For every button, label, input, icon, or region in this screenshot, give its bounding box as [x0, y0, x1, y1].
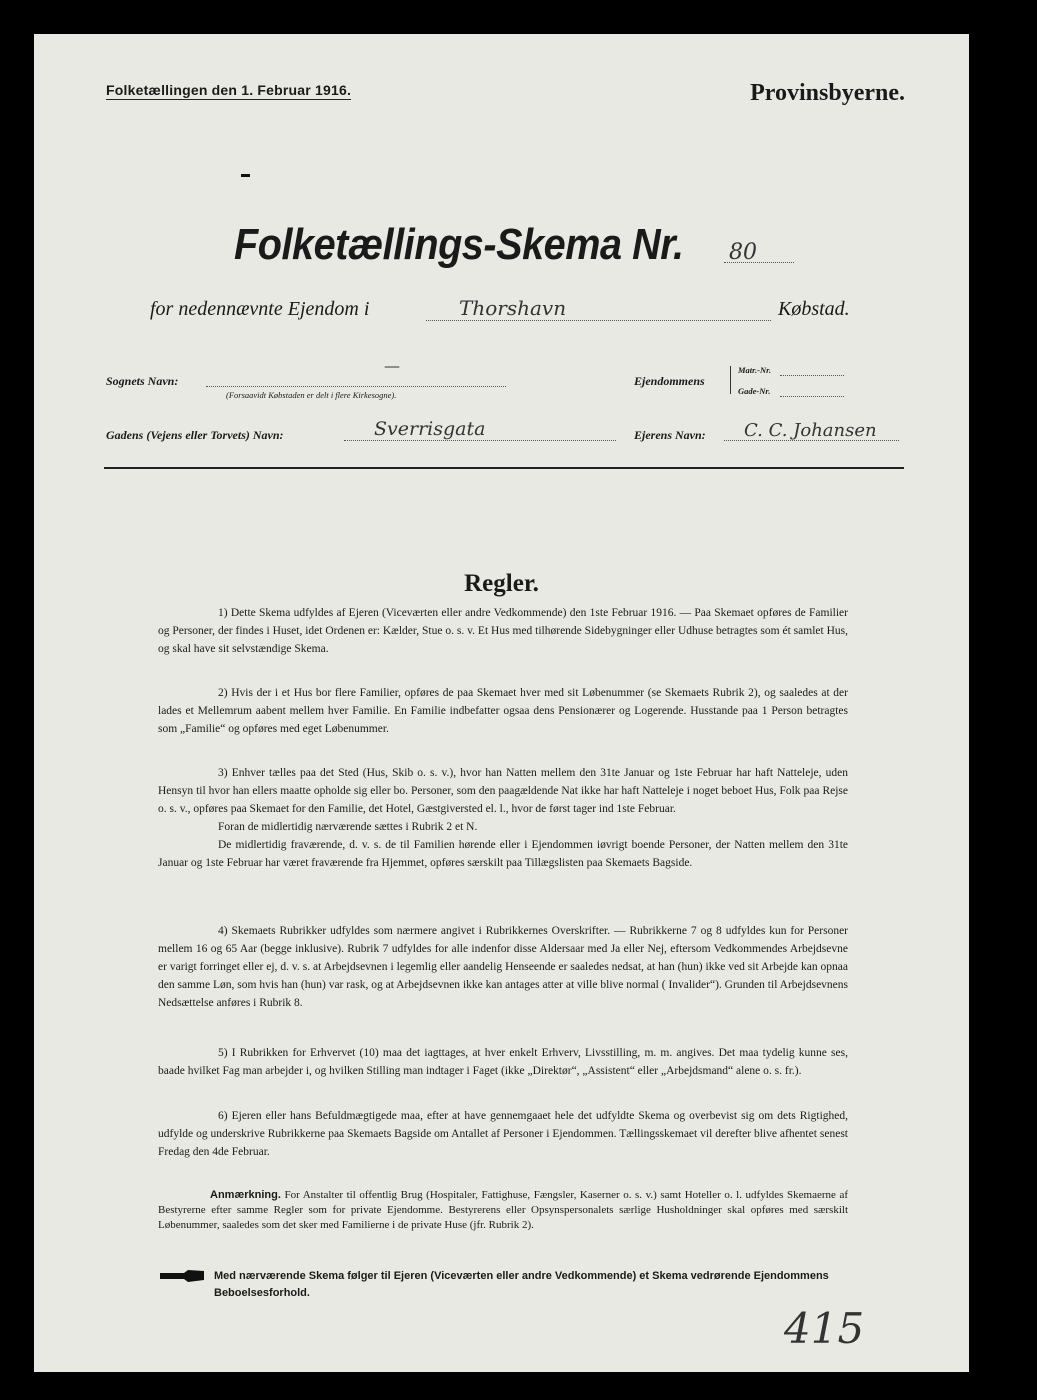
rule-1-text: 1) Dette Skema udfyldes af Ejeren (Viceværten eller andre Vedkommende) den 1ste Februar 1916. — Paa Skemaet opføres de Familier og Personer, der findes i Huset, idet Ordenen er: Kælder, Stue o. s. v. Et Hus med tilhørende Sidebygninger eller Udhuse betragtes som ét samlet Hus, og skal have sit selvstændige Skema. [158, 607, 848, 655]
footer-note: Med nærværende Skema følger til Ejeren (Viceværten eller andre Vedkommende) et Skema vedrørende Ejendommens Beboelsesforhold. [214, 1270, 829, 1299]
rules-heading: Regler. [464, 570, 539, 597]
section-divider [104, 467, 904, 469]
gade-line [344, 440, 616, 441]
gade-nr-label: Gade-Nr. [738, 386, 771, 396]
rule-6 [158, 1107, 848, 1161]
ejer-label: Ejerens Navn: [634, 428, 706, 442]
page-number: 415 [784, 1304, 865, 1353]
ejendom-label: Ejendommens [634, 374, 705, 388]
gade-nr-line [780, 396, 844, 397]
property-suffix: Købstad. [778, 298, 850, 320]
rule-3-text: 3) Enhver tælles paa det Sted (Hus, Skib o. s. v.), hvor han Natten mellem den 31te Januar og 1ste Februar har haft Natteleje, uden Hensyn til hvor han ellers maatte opholde sig eller bo. Personer, som den paagældende Nat ikke har haft Natteleje i noget beboet Hus, Folk paa Rejse o. s. v., opføres paa Skemaet for den Familie, det Hotel, Gæstgiversted el. l., hvor de først tager ind 1ste Februar. [158, 767, 848, 815]
pointing-hand-icon [158, 1268, 206, 1284]
form-number-line [724, 262, 794, 263]
remark-text: For Anstalter til offentlig Brug (Hospitaler, Fattighuse, Fængsler, Kaserner o. s. v.) samt Hoteller o. l. udfyldes Skemaerne af Bestyrerne efter samme Regler som for private Ejendomme. Bestyrerens eller Opsynspersonalets særlige Husholdninger skal opføres med særskilt Løbenummer, saaledes som det sker med Familierne i de private Huse (jfr. Rubrik 2). [158, 1189, 848, 1231]
sogn-label: Sognets Navn: [106, 374, 179, 388]
rule-4-text: 4) Skemaets Rubrikker udfyldes som nærmere angivet i Rubrikkernes Overskrifter. — Rubrikkerne 7 og 8 udfyldes kun for Personer mellem 16 og 65 Aar (begge inklusive). Rubrik 7 udfyldes for alle indenfor disse Aldersaar med Ja eller Nej, eftersom Vedkommendes Arbejdsevne er varigt forringet eller ej, d. v. s. at Arbejdsevnen i legemlig eller aandelig Henseende er saaledes nedsat, at han (hun) ikke ved sit Arbejde kan opnaa den samme Løn, som hvis han (hun) var rask, og at Arbejdsevnen ikke kan antages atter at ville blive normal ( Invalider“). Grunden til Arbejdsevnens Nedsættelse anføres i Rubrik 8. [158, 925, 848, 1009]
sogn-value: — [384, 356, 400, 375]
rule-6-text: 6) Ejeren eller hans Befuldmægtigede maa, efter at have gennemgaaet hele det udfyldte Skema og overbevist sig om dets Rigtighed, udfylde og underskrive Rubrikkerne paa Skemaets Bagside om Antallet af Personer i Ejendommen. Tællingsskemaet vil derefter blive afhentet senest Fredag den 4de Februar. [158, 1110, 848, 1158]
rule-1 [158, 604, 848, 658]
gade-label: Gadens (Vejens eller Torvets) Navn: [106, 428, 284, 442]
ejer-value: C. C. Johansen [744, 420, 877, 441]
mark-dash [241, 174, 250, 177]
region-header: Provinsbyerne. [750, 80, 905, 106]
rule-3-present-text: Foran de midlertidig nærværende sættes i Rubrik 2 et N. [218, 821, 478, 833]
rule-2-text: 2) Hvis der i et Hus bor flere Familier, opføres de paa Skemaet hver med sit Løbenummer (se Skemaets Rubrik 2), og saaledes at der lades et Mellemrum aabent mellem hver Familie. En Familie indbefatter ogsaa dens Pensionærer og Logerende. Husstande paa 1 Person betragtes som „Familie“ og opføres med eget Løbenummer. [158, 687, 848, 735]
form-number: 80 [729, 240, 757, 265]
matr-line [780, 375, 844, 376]
census-date-header: Folketællingen den 1. Februar 1916. [106, 82, 352, 98]
sogn-line [206, 386, 506, 387]
matr-label: Matr.-Nr. [738, 365, 772, 375]
rule-3 [158, 764, 848, 872]
rule-5 [158, 1044, 848, 1080]
census-form-sheet [34, 34, 969, 1372]
gade-value: Sverrisgata [374, 418, 486, 440]
rule-2 [158, 684, 848, 738]
property-prefix: for nedennævnte Ejendom i [150, 298, 370, 320]
rule-5-text: 5) I Rubrikken for Erhvervet (10) maa det iagttages, at hver enkelt Erhverv, Livsstilling, m. m. angives. Det maa tydelig kunne ses, baade hvilket Fag man arbejder i, og hvilken Stilling man indtager i Faget (ikke „Direktør“, „Assistent“ eller „Arbejdsmand“ alene o. s. fr.). [158, 1047, 848, 1077]
rule-4 [158, 922, 848, 1012]
town-value: Thorshavn [459, 296, 567, 320]
form-title: Folketællings-Skema Nr. [234, 220, 684, 269]
ejendom-brace [730, 366, 731, 394]
rule-3-absent-text: De midlertidig fraværende, d. v. s. de til Familien hørende eller i Ejendommen iøvrigt boende Personer, der Natten mellem den 31te Januar og 1ste Februar har været fraværende fra Hjemmet, opføres særskilt paa Tillægslisten paa Skemaets Bagside. [158, 839, 848, 869]
sogn-note: (Forsaavidt Købstaden er delt i flere Kirkesogne). [226, 390, 397, 400]
remark [158, 1188, 848, 1233]
remark-label: Anmærkning. [210, 1189, 281, 1201]
town-line [426, 320, 771, 321]
